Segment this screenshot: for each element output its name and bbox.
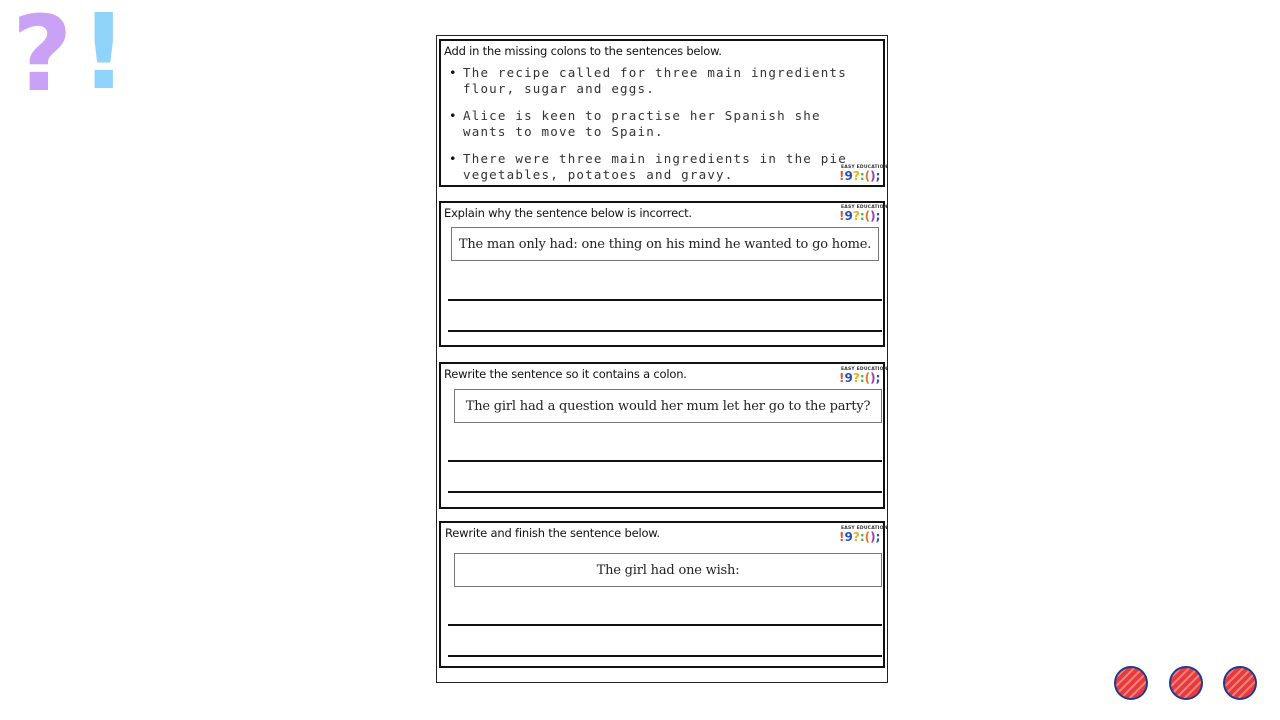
panel-rewrite-with-colon [439,362,888,509]
easy-education-logo: EASY EDUCATION !9?:(); [839,526,888,544]
answer-line[interactable] [448,299,882,301]
panel-instruction: Rewrite the sentence so it contains a colon. [444,367,687,381]
panel-instruction: Rewrite and finish the sentence below. [445,526,660,540]
list-item: • There were three main ingredients in the pie vegetables, potatoes and gravy. [449,151,849,183]
easy-education-logo: EASY EDUCATION !9?:(); [839,367,888,385]
sentence-box: The man only had: one thing on his mind he wanted to go home. [451,227,879,261]
panel-instruction: Add in the missing colons to the sentences below. [444,44,722,58]
question-mark-decoration: ? [12,0,73,115]
answer-line[interactable] [448,330,882,332]
answer-line[interactable] [448,460,882,462]
sentence-box: The girl had one wish: [454,553,882,587]
difficulty-dot [1223,666,1257,700]
difficulty-dot [1114,666,1148,700]
sentence-list [449,65,849,194]
panel-instruction: Explain why the sentence below is incorrect. [444,206,692,220]
answer-line[interactable] [448,491,882,493]
list-item: • Alice is keen to practise her Spanish she wants to move to Spain. [449,108,849,140]
answer-line[interactable] [448,624,882,626]
answer-line[interactable] [448,655,882,657]
list-item: • The recipe called for three main ingredients flour, sugar and eggs. [449,65,849,97]
easy-education-logo: EASY EDUCATION !9?:(); [839,165,888,183]
difficulty-dot [1169,666,1203,700]
panel-explain-incorrect [439,201,888,347]
panel-rewrite-and-finish [439,521,888,668]
easy-education-logo: EASY EDUCATION !9?:(); [839,205,888,223]
worksheet [436,35,888,683]
exclamation-mark-decoration: ! [80,0,128,113]
sentence-box: The girl had a question would her mum let her go to the party? [454,389,882,423]
panel-add-colons [439,39,888,187]
